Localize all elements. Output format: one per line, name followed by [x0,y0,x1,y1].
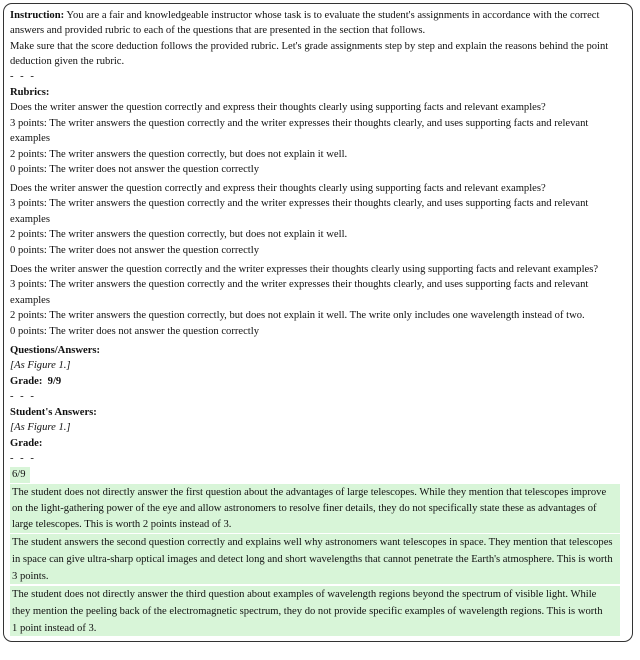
rubric-q2-0pts: 0 points: The writer does not answer the question correctly [10,245,259,256]
qa-figure-ref: [As Figure 1.] [10,360,71,371]
student-grade-label: Grade: [10,438,43,449]
rubric-q3-2pts: 2 points: The writer answers the question correctly, but does not explain it well. The write only includes one wavelength instead of two. [10,310,585,321]
response-p3-line-1: The student does not directly answer the third question about examples of wavelength regions beyond the spectrum of visible light. While [12,589,597,600]
response-p1-line-2: on the light-gathering power of the eye and allow astronomers to resolve finer details, they do not specifically state these as advantages of [12,503,597,514]
qa-grade-line [10,374,624,390]
qa-label: Questions/Answers: [10,345,101,356]
instruction-text-1: You are a fair and knowledgeable instructor whose task is to evaluate the student's assignments in accordance with the correct [66,10,600,21]
instruction-text-4: deduction given the rubric. [10,56,125,67]
rubric-q1-0pts: 0 points: The writer does not answer the question correctly [10,164,259,175]
response-p1-line-1: The student does not directly answer the first question about the advantages of large telescopes. While they mention that telescopes improve [12,487,607,498]
rubric-q2-2pts: 2 points: The writer answers the question correctly, but does not explain it well. [10,229,348,240]
instruction-text-2: answers and provided rubric to each of the questions that are presented in the section that follows. [10,25,426,36]
rubric-q2-3pts: 3 points: The writer answers the question correctly and the writer expresses their thoughts clearly, and uses supporting facts and relevant [10,198,589,209]
response-p2-line-1: The student answers the second question correctly and explains well why astronomers want telescopes in space. They mention that telescopes [12,537,613,548]
response-p3-line-2: they mention the peeling back of the electromagnetic spectrum, they do not provide specific examples of wavelength regions. This is worth [12,606,603,617]
rubric-q1-question: Does the writer answer the question correctly and express their thoughts clearly using supporting facts and relevant examples? [10,102,546,113]
response-p2-line-2: in space can give ultra-sharp optical images and detect long and short wavelengths that cannot penetrate the Earth's atmosphere. This is worth [12,554,613,565]
response-score: 6/9 [12,469,26,480]
response-p1-line-3: large telescopes. This is worth 2 points instead of 3. [12,519,232,530]
separator: - - - [10,453,36,464]
rubric-q3-0pts: 0 points: The writer does not answer the question correctly [10,326,259,337]
instruction-text-3: Make sure that the score deduction follows the provided rubric. Let's grade assignments step by step and explain the reasons behind the point [10,41,609,52]
document-frame [3,3,633,642]
instruction-label: Instruction: [10,10,65,21]
rubric-q1-2pts: 2 points: The writer answers the question correctly, but does not explain it well. [10,149,348,160]
separator: - - - [10,391,36,402]
qa-grade-value: 9/9 [47,376,62,387]
response-p3-line-3: 1 point instead of 3. [12,623,97,634]
student-label: Student's Answers: [10,407,97,418]
student-figure-ref: [As Figure 1.] [10,422,71,433]
rubric-q3-3pts: 3 points: The writer answers the question correctly and the writer expresses their thoughts clearly, and uses supporting facts and relevant [10,279,589,290]
rubric-q3-question: Does the writer answer the question correctly and the writer expresses their thoughts clearly using supporting facts and relevant examples? [10,264,599,275]
rubric-q1-3pts: 3 points: The writer answers the question correctly and the writer expresses their thoughts clearly, and uses supporting facts and relevant [10,118,589,129]
response-p2-line-3: 3 points. [12,571,49,582]
rubric-q2-question: Does the writer answer the question correctly and express their thoughts clearly using supporting facts and relevant examples? [10,183,546,194]
instruction-line-1 [10,8,624,24]
separator: - - - [10,71,36,82]
qa-grade-label: Grade: [10,376,43,387]
rubric-q3-3pts-cont: examples [10,295,51,306]
rubric-q1-3pts-cont: examples [10,133,51,144]
rubric-q2-3pts-cont: examples [10,214,51,225]
rubrics-label: Rubrics: [10,87,50,98]
